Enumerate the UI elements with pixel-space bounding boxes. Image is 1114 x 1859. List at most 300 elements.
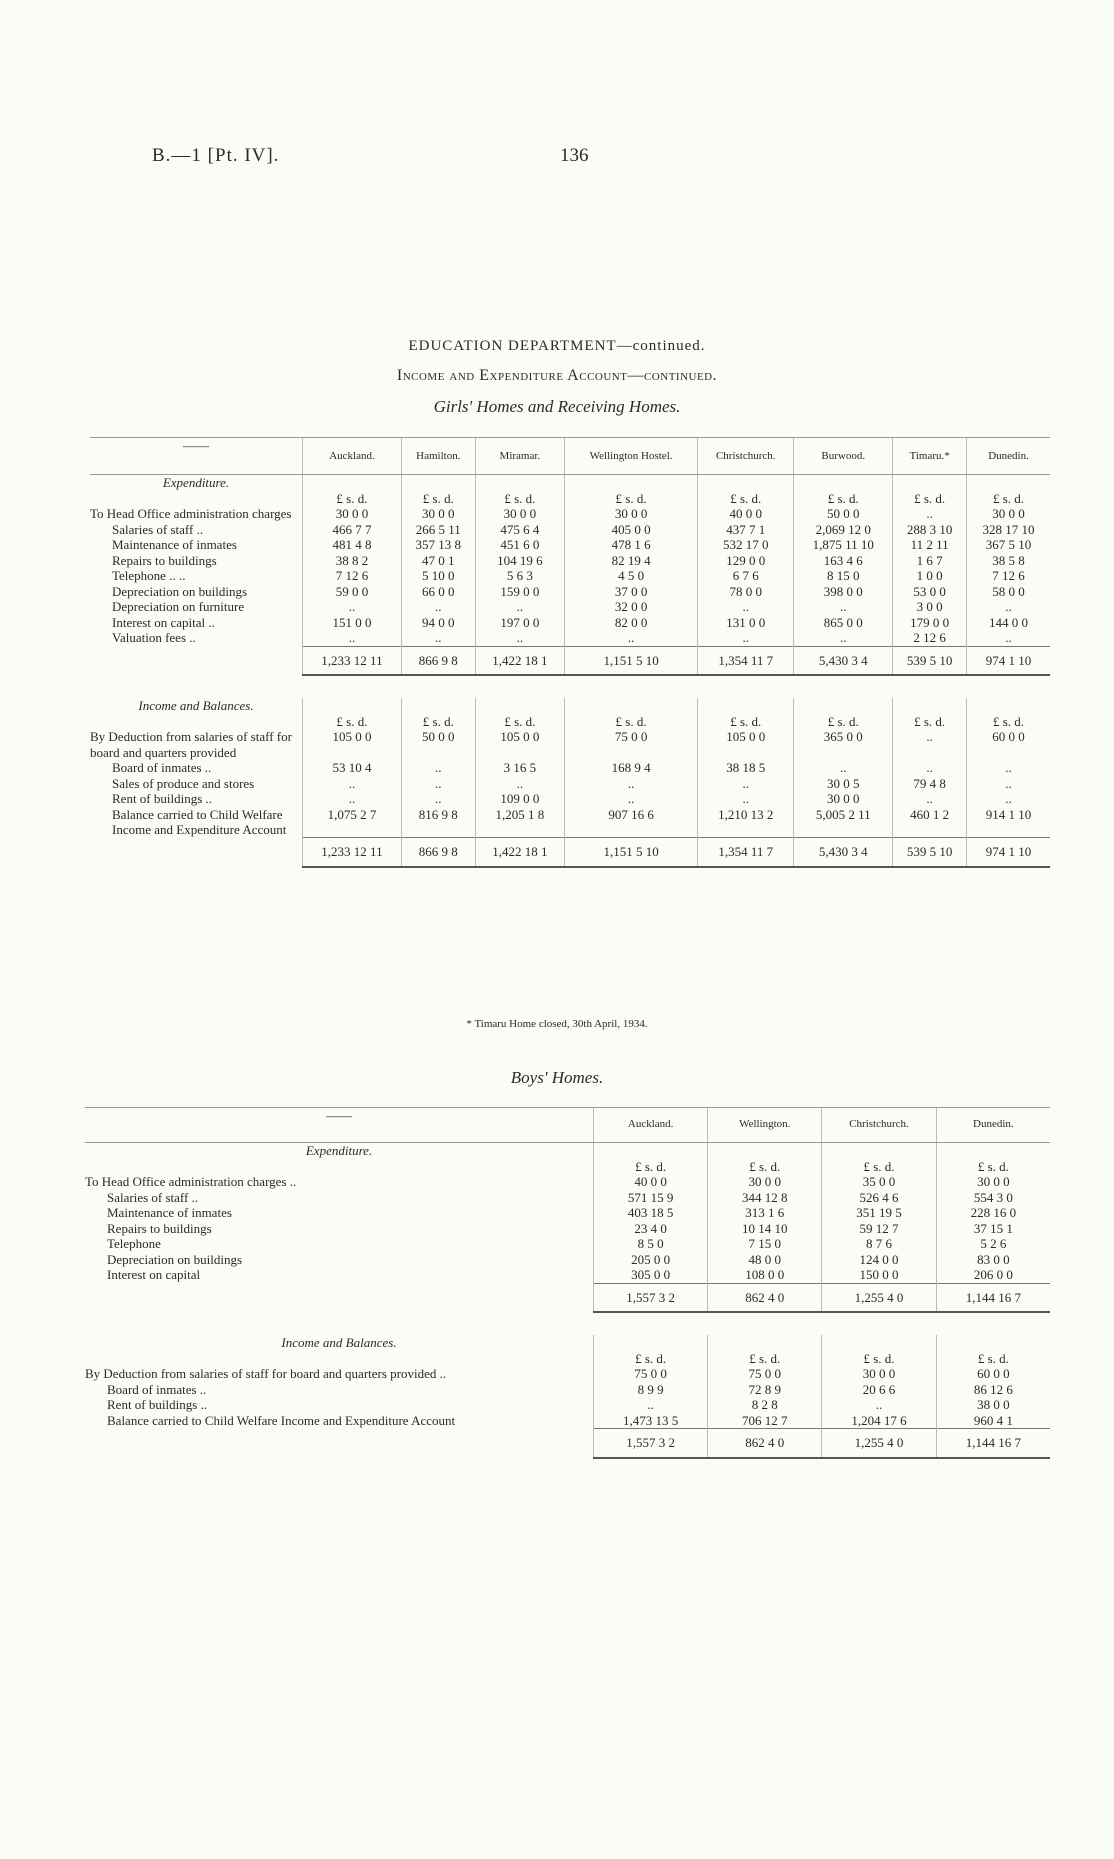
total-value: 539 5 10 — [893, 646, 967, 675]
row-value: 1,473 13 5 — [594, 1413, 708, 1429]
row-value: 30 0 0 — [565, 506, 698, 522]
row-value: 35 0 0 — [822, 1174, 936, 1190]
row-value: 60 0 0 — [967, 729, 1050, 760]
spacer-cell — [565, 698, 698, 714]
units-cell: £ s. d. — [822, 1159, 936, 1175]
row-value: 40 0 0 — [594, 1174, 708, 1190]
row-value: 129 0 0 — [698, 553, 794, 569]
row-value: 6 7 6 — [698, 568, 794, 584]
total-spacer — [85, 1283, 594, 1312]
row-label: By Deduction from salaries of staff for board and quarters provided .. — [85, 1366, 447, 1381]
total-value: 862 4 0 — [708, 1429, 822, 1458]
row-label: Maintenance of inmates — [112, 537, 237, 552]
row-value: 266 5 11 — [401, 522, 475, 538]
spacer-cell — [893, 475, 967, 491]
row-label: Rent of buildings .. — [112, 791, 213, 806]
units-cell: £ s. d. — [936, 1159, 1050, 1175]
table-row — [85, 1205, 1050, 1221]
row-value: 8 15 0 — [794, 568, 893, 584]
girls-homes-table — [90, 437, 1050, 868]
row-label: By Deduction from salaries of staff for board and quarters provided — [90, 729, 292, 760]
row-value: 351 19 5 — [822, 1205, 936, 1221]
row-value: 4 5 0 — [565, 568, 698, 584]
total-spacer — [90, 838, 303, 867]
row-value: 7 12 6 — [303, 568, 402, 584]
row-value: 2,069 12 0 — [794, 522, 893, 538]
total-value: 1,144 16 7 — [936, 1283, 1050, 1312]
row-value: .. — [967, 630, 1050, 646]
units-cell: £ s. d. — [967, 714, 1050, 730]
row-value: 53 0 0 — [893, 584, 967, 600]
expenditure-title: Expenditure. — [162, 475, 230, 490]
row-label: Board of inmates .. — [107, 1381, 207, 1397]
units-cell: £ s. d. — [794, 714, 893, 730]
row-value: 105 0 0 — [475, 729, 564, 760]
boys-col-header: Dunedin. — [936, 1108, 1050, 1143]
row-value: 7 12 6 — [967, 568, 1050, 584]
total-value: 1,151 5 10 — [565, 838, 698, 867]
row-value: 38 18 5 — [698, 760, 794, 776]
boys-header-dash: —— — [85, 1108, 594, 1143]
gap-row — [85, 1312, 1050, 1335]
table-row — [90, 791, 1050, 807]
units-cell: £ s. d. — [565, 491, 698, 507]
table-row — [85, 1174, 1050, 1190]
units-spacer — [90, 714, 303, 730]
spacer-cell — [594, 1143, 708, 1159]
spacer-cell — [936, 1143, 1050, 1159]
row-value: 197 0 0 — [475, 615, 564, 631]
row-value: 82 0 0 — [565, 615, 698, 631]
row-value: 1,875 11 10 — [794, 537, 893, 553]
row-value: 37 15 1 — [936, 1221, 1050, 1237]
girls-col-header: Dunedin. — [967, 438, 1050, 475]
row-value: 159 0 0 — [475, 584, 564, 600]
row-value: .. — [967, 791, 1050, 807]
table-row — [90, 807, 1050, 838]
row-value: 53 10 4 — [303, 760, 402, 776]
row-label: Salaries of staff .. — [112, 521, 204, 537]
table-row — [90, 760, 1050, 776]
row-value: 228 16 0 — [936, 1205, 1050, 1221]
units-cell: £ s. d. — [698, 491, 794, 507]
row-value: 5 10 0 — [401, 568, 475, 584]
row-value: 526 4 6 — [822, 1190, 936, 1206]
spacer-cell — [822, 1335, 936, 1351]
row-value: .. — [967, 776, 1050, 792]
total-value: 1,557 3 2 — [594, 1429, 708, 1458]
row-label: Interest on capital — [107, 1267, 201, 1282]
row-value: .. — [401, 776, 475, 792]
table-row — [85, 1382, 1050, 1398]
account-title: Income and Expenditure Account—continued. — [396, 367, 718, 384]
table-row — [90, 553, 1050, 569]
row-value: 8 7 6 — [822, 1236, 936, 1252]
row-value: 83 0 0 — [936, 1252, 1050, 1268]
row-label: To Head Office administration charges — [90, 506, 292, 521]
table-row — [90, 522, 1050, 538]
row-value: .. — [565, 776, 698, 792]
spacer-cell — [893, 698, 967, 714]
total-value: 866 9 8 — [401, 838, 475, 867]
row-value: 20 6 6 — [822, 1382, 936, 1398]
row-label: Balance carried to Child Welfare Income and Expenditure Account — [107, 1412, 456, 1428]
units-row — [85, 1159, 1050, 1175]
units-cell: £ s. d. — [565, 714, 698, 730]
total-value: 1,233 12 11 — [303, 646, 402, 675]
row-value: 367 5 10 — [967, 537, 1050, 553]
row-value: 60 0 0 — [936, 1366, 1050, 1382]
department-title: EDUCATION DEPARTMENT—continued. — [408, 338, 706, 354]
spacer-cell — [475, 698, 564, 714]
total-row — [85, 1429, 1050, 1458]
row-value: 48 0 0 — [708, 1252, 822, 1268]
row-value: .. — [698, 630, 794, 646]
spacer-cell — [475, 475, 564, 491]
gap-row — [90, 675, 1050, 698]
row-value: 75 0 0 — [594, 1366, 708, 1382]
table-row — [90, 506, 1050, 522]
row-value: 571 15 9 — [594, 1190, 708, 1206]
units-cell: £ s. d. — [303, 714, 402, 730]
total-value: 1,422 18 1 — [475, 838, 564, 867]
units-cell: £ s. d. — [936, 1351, 1050, 1367]
row-value: 1,204 17 6 — [822, 1413, 936, 1429]
row-label: Telephone .. .. — [112, 568, 186, 583]
row-value: 30 0 0 — [708, 1174, 822, 1190]
row-value: 288 3 10 — [893, 522, 967, 538]
row-label: To Head Office administration charges .. — [85, 1174, 297, 1189]
row-value: .. — [303, 791, 402, 807]
row-label: Repairs to buildings — [107, 1220, 212, 1236]
row-value: .. — [794, 630, 893, 646]
total-value: 866 9 8 — [401, 646, 475, 675]
table-row — [90, 776, 1050, 792]
row-value: 3 0 0 — [893, 599, 967, 615]
spacer-cell — [967, 475, 1050, 491]
boys-col-header: Christchurch. — [822, 1108, 936, 1143]
units-cell: £ s. d. — [698, 714, 794, 730]
row-value: 150 0 0 — [822, 1267, 936, 1283]
row-value: 32 0 0 — [565, 599, 698, 615]
girls-header-dash: —— — [90, 438, 303, 475]
row-value: 437 7 1 — [698, 522, 794, 538]
gap-cell — [90, 675, 1050, 698]
row-value: 124 0 0 — [822, 1252, 936, 1268]
spacer-cell — [698, 475, 794, 491]
row-value: .. — [893, 791, 967, 807]
row-value: 865 0 0 — [794, 615, 893, 631]
total-value: 1,151 5 10 — [565, 646, 698, 675]
total-value: 1,255 4 0 — [822, 1283, 936, 1312]
units-cell: £ s. d. — [475, 491, 564, 507]
units-cell: £ s. d. — [794, 491, 893, 507]
units-cell: £ s. d. — [594, 1159, 708, 1175]
spacer-cell — [698, 698, 794, 714]
girls-header-row — [90, 438, 1050, 475]
row-value: 47 0 1 — [401, 553, 475, 569]
row-label: Board of inmates .. — [112, 760, 212, 775]
girls-homes-title: Girls' Homes and Receiving Homes. — [433, 397, 681, 416]
total-value: 1,422 18 1 — [475, 646, 564, 675]
units-cell: £ s. d. — [967, 491, 1050, 507]
units-row — [90, 714, 1050, 730]
row-value: 94 0 0 — [401, 615, 475, 631]
row-label: Depreciation on furniture — [112, 599, 245, 614]
row-label: Repairs to buildings — [112, 552, 217, 568]
row-value: 5 6 3 — [475, 568, 564, 584]
total-value: 974 1 10 — [967, 646, 1050, 675]
row-value: .. — [893, 506, 967, 522]
row-value: .. — [893, 760, 967, 776]
total-value: 1,255 4 0 — [822, 1429, 936, 1458]
units-spacer — [85, 1159, 594, 1175]
row-value: 30 0 0 — [822, 1366, 936, 1382]
row-value: .. — [893, 729, 967, 760]
row-value: 23 4 0 — [594, 1221, 708, 1237]
table-row — [85, 1413, 1050, 1429]
row-value: .. — [303, 599, 402, 615]
row-value: 75 0 0 — [565, 729, 698, 760]
row-value: .. — [303, 630, 402, 646]
timaru-footnote: * Timaru Home closed, 30th April, 1934. — [466, 1018, 648, 1030]
row-value: 1 0 0 — [893, 568, 967, 584]
row-value: .. — [565, 791, 698, 807]
row-value: 105 0 0 — [303, 729, 402, 760]
spacer-cell — [303, 475, 402, 491]
row-value: .. — [401, 599, 475, 615]
spacer-cell — [822, 1143, 936, 1159]
row-value: .. — [475, 630, 564, 646]
row-value: 460 1 2 — [893, 807, 967, 838]
units-cell: £ s. d. — [475, 714, 564, 730]
row-value: 328 17 10 — [967, 522, 1050, 538]
income-title: Income and Balances. — [138, 698, 254, 713]
units-row — [90, 491, 1050, 507]
row-value: 554 3 0 — [936, 1190, 1050, 1206]
row-value: .. — [475, 776, 564, 792]
page-header-ref: B.—1 [Pt. IV]. — [152, 145, 280, 166]
row-value: 5,005 2 11 — [794, 807, 893, 838]
row-value: .. — [401, 791, 475, 807]
units-cell: £ s. d. — [401, 714, 475, 730]
total-value: 1,354 11 7 — [698, 838, 794, 867]
total-row — [90, 646, 1050, 675]
girls-col-header: Christchurch. — [698, 438, 794, 475]
units-row — [85, 1351, 1050, 1367]
girls-col-header: Auckland. — [303, 438, 402, 475]
row-label: Interest on capital .. — [112, 614, 215, 630]
row-value: .. — [967, 760, 1050, 776]
row-value: 38 5 8 — [967, 553, 1050, 569]
row-value: 59 0 0 — [303, 584, 402, 600]
total-value: 1,233 12 11 — [303, 838, 402, 867]
row-value: 30 0 0 — [401, 506, 475, 522]
row-value: 313 1 6 — [708, 1205, 822, 1221]
units-cell: £ s. d. — [893, 714, 967, 730]
row-label: Depreciation on buildings — [112, 583, 248, 599]
row-label: Depreciation on buildings — [107, 1251, 243, 1267]
girls-col-header: Timaru.* — [893, 438, 967, 475]
row-value: 82 19 4 — [565, 553, 698, 569]
units-spacer — [90, 491, 303, 507]
row-value: 163 4 6 — [794, 553, 893, 569]
table-row — [90, 537, 1050, 553]
row-value: 109 0 0 — [475, 791, 564, 807]
table-row — [85, 1190, 1050, 1206]
boys-homes-table — [85, 1107, 1050, 1459]
spacer-cell — [401, 698, 475, 714]
row-value: 960 4 1 — [936, 1413, 1050, 1429]
row-value: 481 4 8 — [303, 537, 402, 553]
row-value: 8 9 9 — [594, 1382, 708, 1398]
row-value: 3 16 5 — [475, 760, 564, 776]
row-value: 104 19 6 — [475, 553, 564, 569]
page-number: 136 — [560, 145, 589, 166]
row-value: 451 6 0 — [475, 537, 564, 553]
spacer-cell — [401, 475, 475, 491]
total-value: 862 4 0 — [708, 1283, 822, 1312]
table-row — [90, 729, 1050, 760]
spacer-cell — [936, 1335, 1050, 1351]
table-row — [85, 1252, 1050, 1268]
row-value: .. — [967, 599, 1050, 615]
row-value: 72 8 9 — [708, 1382, 822, 1398]
row-value: 907 16 6 — [565, 807, 698, 838]
row-value: 11 2 11 — [893, 537, 967, 553]
row-value: 5 2 6 — [936, 1236, 1050, 1252]
row-value: .. — [401, 630, 475, 646]
units-cell: £ s. d. — [303, 491, 402, 507]
row-label: Sales of produce and stores — [112, 775, 255, 791]
girls-col-header: Miramar. — [475, 438, 564, 475]
row-value: 1 6 7 — [893, 553, 967, 569]
units-cell: £ s. d. — [822, 1351, 936, 1367]
row-value: 30 0 0 — [303, 506, 402, 522]
row-value: .. — [698, 599, 794, 615]
row-value: 398 0 0 — [794, 584, 893, 600]
row-value: .. — [822, 1397, 936, 1413]
income-title-row — [90, 698, 1050, 714]
row-value: 365 0 0 — [794, 729, 893, 760]
expenditure-title-row — [85, 1143, 1050, 1159]
row-value: 37 0 0 — [565, 584, 698, 600]
income-title-row — [85, 1335, 1050, 1351]
girls-col-header: Wellington Hostel. — [565, 438, 698, 475]
boys-homes-title: Boys' Homes. — [510, 1068, 604, 1087]
total-value: 1,144 16 7 — [936, 1429, 1050, 1458]
row-value: 108 0 0 — [708, 1267, 822, 1283]
table-row — [90, 615, 1050, 631]
row-value: 478 1 6 — [565, 537, 698, 553]
units-cell: £ s. d. — [708, 1159, 822, 1175]
row-value: 144 0 0 — [967, 615, 1050, 631]
total-value: 5,430 3 4 — [794, 646, 893, 675]
row-label: Salaries of staff .. — [107, 1189, 199, 1205]
row-value: 466 7 7 — [303, 522, 402, 538]
row-value: 1,205 1 8 — [475, 807, 564, 838]
expenditure-title: Expenditure. — [305, 1143, 373, 1158]
table-row — [90, 568, 1050, 584]
total-value: 1,354 11 7 — [698, 646, 794, 675]
row-value: 78 0 0 — [698, 584, 794, 600]
row-value: 86 12 6 — [936, 1382, 1050, 1398]
row-value: 816 9 8 — [401, 807, 475, 838]
row-value: 179 0 0 — [893, 615, 967, 631]
row-value: 59 12 7 — [822, 1221, 936, 1237]
total-value: 539 5 10 — [893, 838, 967, 867]
row-value: 79 4 8 — [893, 776, 967, 792]
table-row — [85, 1221, 1050, 1237]
total-row — [90, 838, 1050, 867]
boys-col-header: Auckland. — [594, 1108, 708, 1143]
units-cell: £ s. d. — [893, 491, 967, 507]
gap-cell — [85, 1312, 1050, 1335]
row-value: .. — [794, 599, 893, 615]
table-row — [85, 1267, 1050, 1283]
row-value: .. — [401, 760, 475, 776]
total-value: 5,430 3 4 — [794, 838, 893, 867]
row-value: 38 0 0 — [936, 1397, 1050, 1413]
spacer-cell — [303, 698, 402, 714]
row-value: .. — [565, 630, 698, 646]
row-value: 914 1 10 — [967, 807, 1050, 838]
row-value: 168 9 4 — [565, 760, 698, 776]
row-value: 38 8 2 — [303, 553, 402, 569]
row-value: 50 0 0 — [794, 506, 893, 522]
total-value: 974 1 10 — [967, 838, 1050, 867]
row-value: 7 15 0 — [708, 1236, 822, 1252]
spacer-cell — [565, 475, 698, 491]
row-value: .. — [698, 791, 794, 807]
row-value: 8 2 8 — [708, 1397, 822, 1413]
units-spacer — [85, 1351, 594, 1367]
row-value: .. — [698, 776, 794, 792]
row-value: 344 12 8 — [708, 1190, 822, 1206]
row-value: 105 0 0 — [698, 729, 794, 760]
boys-col-header: Wellington. — [708, 1108, 822, 1143]
row-value: 30 0 0 — [936, 1174, 1050, 1190]
table-row — [90, 584, 1050, 600]
total-value: 1,557 3 2 — [594, 1283, 708, 1312]
table-row — [90, 599, 1050, 615]
row-value: 1,210 13 2 — [698, 807, 794, 838]
row-value: 1,075 2 7 — [303, 807, 402, 838]
row-label: Rent of buildings .. — [107, 1397, 208, 1412]
total-row — [85, 1283, 1050, 1312]
row-value: 8 5 0 — [594, 1236, 708, 1252]
row-value: 403 18 5 — [594, 1205, 708, 1221]
row-label: Maintenance of inmates — [107, 1205, 232, 1220]
spacer-cell — [708, 1143, 822, 1159]
table-row — [85, 1366, 1050, 1382]
row-value: 405 0 0 — [565, 522, 698, 538]
row-value: 706 12 7 — [708, 1413, 822, 1429]
spacer-cell — [708, 1335, 822, 1351]
row-value: 66 0 0 — [401, 584, 475, 600]
row-value: 58 0 0 — [967, 584, 1050, 600]
row-value: 10 14 10 — [708, 1221, 822, 1237]
row-value: 131 0 0 — [698, 615, 794, 631]
total-spacer — [90, 646, 303, 675]
row-value: 30 0 5 — [794, 776, 893, 792]
row-label: Valuation fees .. — [112, 630, 196, 645]
row-label: Telephone — [107, 1236, 161, 1251]
row-value: 151 0 0 — [303, 615, 402, 631]
row-value: 30 0 0 — [967, 506, 1050, 522]
row-value: 30 0 0 — [794, 791, 893, 807]
spacer-cell — [794, 698, 893, 714]
